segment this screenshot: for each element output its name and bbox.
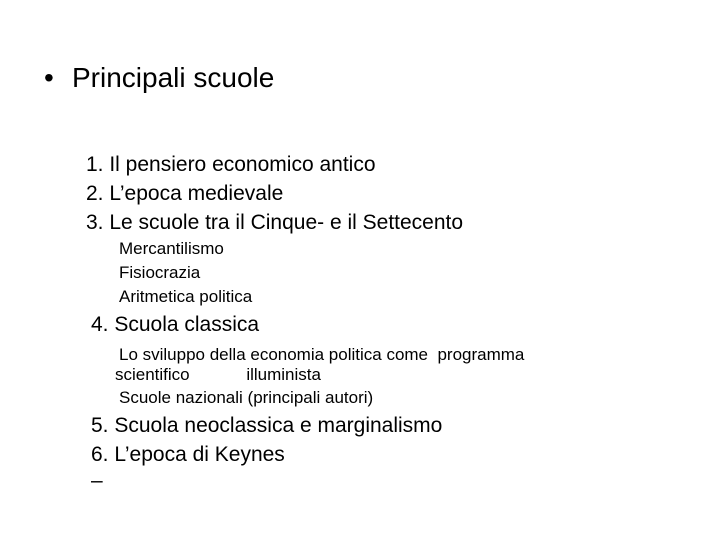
sub-item-sviluppo-line-1: Lo sviluppo della economia politica come programma [119, 345, 525, 364]
sub-item-sviluppo-line-2: scientifico illuminista [115, 365, 321, 384]
slide-title: Principali scuole [72, 62, 275, 93]
bullet-icon: • [44, 62, 54, 93]
list-item-5: 5. Scuola neoclassica e marginalismo [91, 414, 443, 437]
list-item-4: 4. Scuola classica [91, 313, 260, 336]
sub-item-mercantilismo: Mercantilismo [119, 239, 224, 258]
slide-title-row [44, 64, 274, 92]
list-item-6: 6. L’epoca di Keynes [91, 443, 285, 466]
sub-item-aritmetica-politica: Aritmetica politica [119, 287, 253, 306]
sub-item-fisiocrazia: Fisiocrazia [119, 263, 201, 282]
list-item-dash: – [91, 469, 103, 492]
list-item-3: 3. Le scuole tra il Cinque- e il Settecento [86, 211, 464, 234]
sub-item-scuole-nazionali: Scuole nazionali (principali autori) [119, 388, 374, 407]
list-item-1: 1. Il pensiero economico antico [86, 153, 376, 176]
list-item-2: 2. L’epoca medievale [86, 182, 284, 205]
